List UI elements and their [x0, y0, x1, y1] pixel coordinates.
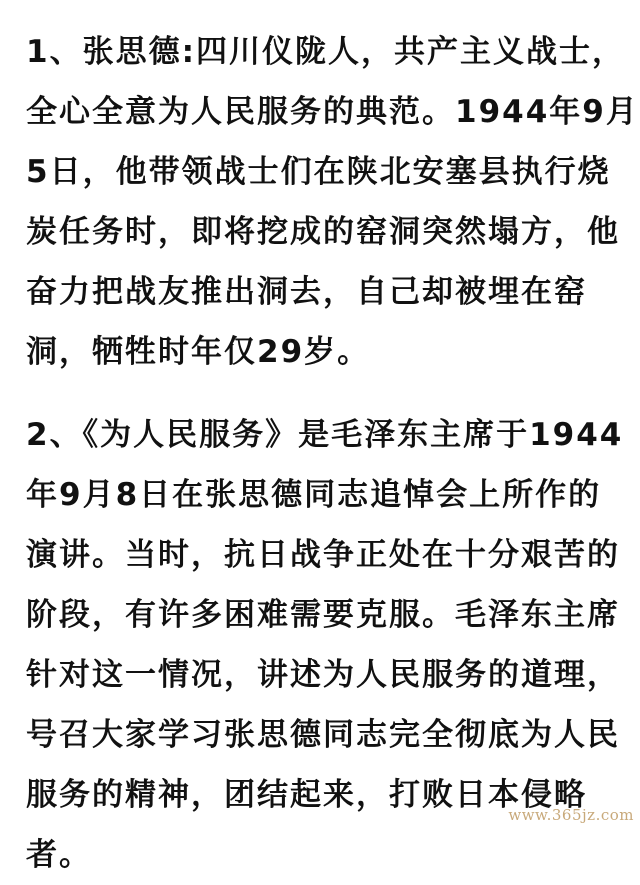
text-line: 号召大家学习张思德同志完全彻底为人民: [26, 717, 620, 753]
text-line: 奋力把战友推出洞去，自己却被埋在窑: [26, 274, 587, 310]
text-line: 2、《为人民服务》是毛泽东主席于1944: [26, 417, 624, 453]
text-line: 5日，他带领战士们在陕北安塞县执行烧: [26, 154, 611, 190]
text-line: 年9月8日在张思德同志追悼会上所作的: [26, 477, 602, 513]
text-line: 服务的精神，团结起来，打败日本侵略: [26, 777, 587, 813]
text-line: 者。: [26, 837, 92, 873]
text-line: 全心全意为人民服务的典范。1944年9月: [26, 94, 639, 130]
text-line: 针对这一情况，讲述为人民服务的道理，: [26, 657, 620, 693]
paragraph-1: [26, 22, 639, 382]
text-line: 1、张思德:四川仪陇人，共产主义战士，: [26, 34, 625, 70]
text-line: 阶段，有许多困难需要克服。毛泽东主席: [26, 597, 620, 633]
text-line: 演讲。当时，抗日战争正处在十分艰苦的: [26, 537, 620, 573]
site-watermark: www.365jz.com: [508, 806, 634, 824]
text-line: 炭任务时，即将挖成的窑洞突然塌方，他: [26, 214, 620, 250]
text-line: 洞，牺牲时年仅29岁。: [26, 334, 371, 370]
